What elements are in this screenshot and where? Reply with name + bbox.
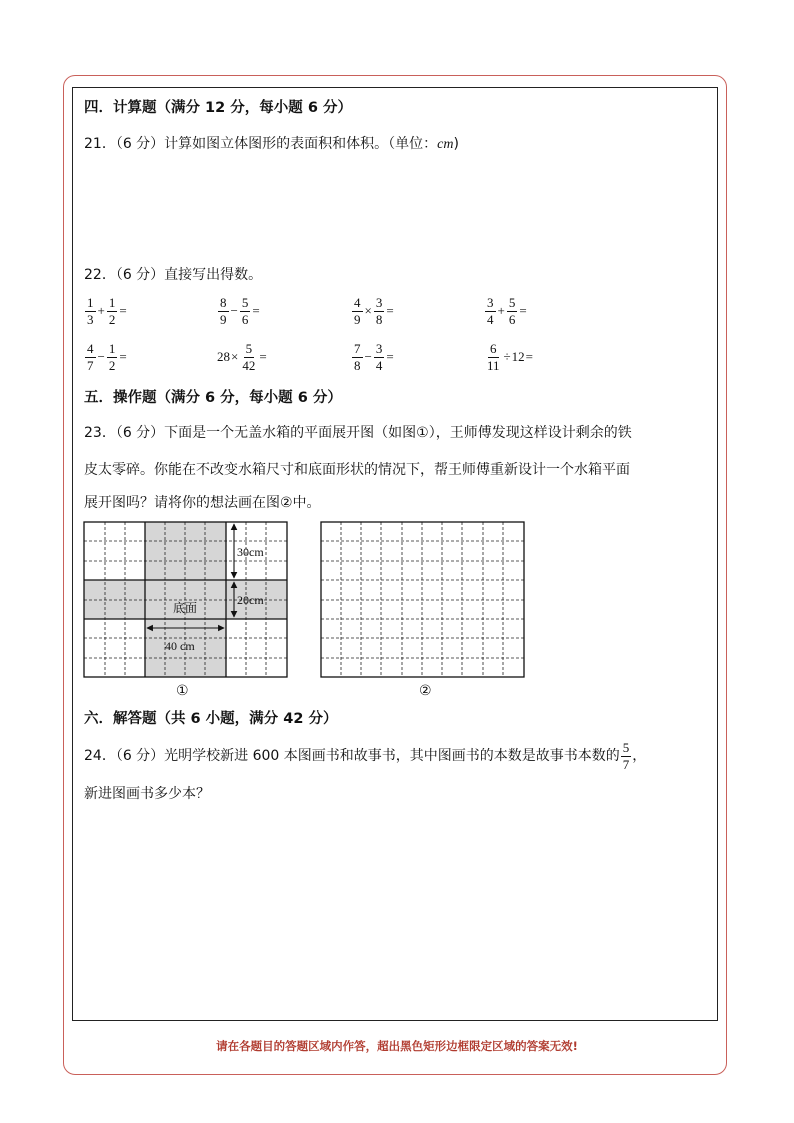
q21-text [84,137,459,152]
fraction: $\frac{3}{8}$ [375,295,383,327]
q22-row1 [0,296,794,336]
footer-notice: 请在各题目的答题区域内作答，超出黑色矩形边框限定区域的答案无效! [216,1039,578,1053]
q21-unit: cm [437,137,454,152]
q22-expr-6: 28 × $\frac{5}{42}$ = [217,341,267,373]
q22-text: 22．（6 分）直接写出得数。 [84,267,263,283]
fraction: $\frac{5}{42}$ [242,341,256,373]
section5-title: 五．操作题（满分 6 分，每小题 6 分） [84,390,342,406]
net-top-face [145,522,226,580]
q24-comma: ， [632,748,647,764]
q24-fraction: $\frac{5}{7}$ [622,739,630,772]
figure2-blank-grid [315,516,531,682]
section6-title: 六．解答题（共 6 小题，满分 42 分） [84,711,338,727]
fraction: $\frac{3}{4}$ [375,341,383,373]
fraction: $\frac{1}{2}$ [108,341,116,373]
label-30cm: 30cm [237,545,264,559]
label-20cm: 20cm [237,593,264,607]
fraction: $\frac{1}{3}$ [87,295,94,327]
q22-expr-5: $\frac{4}{7}$ − $\frac{1}{2}$ = [87,341,127,373]
fraction: $\frac{6}{11}$ [487,341,500,373]
q22-row2 [0,342,794,382]
q23-line3: 展开图吗？请将你的想法画在图②中。 [84,495,321,511]
q22-expr-3: $\frac{4}{9}$ × $\frac{3}{8}$ = [354,295,394,327]
figure2-caption: ② [419,683,432,699]
q22-expr-7: $\frac{7}{8}$ − $\frac{3}{4}$ = [354,341,394,373]
q22-expr-8: $\frac{6}{11}$ ÷ 12 = [487,341,534,373]
q22-expr-4: $\frac{3}{4}$ + $\frac{5}{6}$ = [487,295,527,327]
grid-border [321,522,524,677]
fraction: $\frac{7}{8}$ [354,341,361,373]
label-40cm: 40 cm [165,639,195,653]
section4-title: 四．计算题（满分 12 分，每小题 6 分） [84,100,352,116]
q21-close: ) [453,136,459,152]
q22-expr-2: $\frac{8}{9}$ − $\frac{5}{6}$ = [220,295,260,327]
figure1-caption: ① [176,683,189,699]
fraction: $\frac{1}{2}$ [108,295,116,327]
fraction: $\frac{4}{9}$ [354,295,361,327]
q23-line1: 23．（6 分）下面是一个无盖水箱的平面展开图（如图①），王师傅发现这样设计剩余的铁 [84,425,632,441]
label-base: 底面 [173,601,198,615]
fraction: $\frac{5}{6}$ [508,295,516,327]
q24-stem: 24．（6 分）光明学校新进 600 本图画书和故事书，其中图画书的本数是故事书本数的 [84,748,620,764]
q24-line1 [84,740,646,772]
grid-lines [321,522,524,677]
q24-line2: 新进图画书多少本？ [84,786,210,802]
fraction: $\frac{4}{7}$ [87,341,94,373]
fraction: $\frac{3}{4}$ [487,295,494,327]
q23-line2: 皮太零碎。你能在不改变水箱尺寸和底面形状的情况下，帮王师傅重新设计一个水箱平面 [84,462,630,478]
q22-expr-1: $\frac{1}{3}$ + $\frac{1}{2}$ = [87,295,127,327]
figure1-net-diagram [78,516,294,682]
q21-stem: 21．（6 分）计算如图立体图形的表面积和体积。（单位： [84,136,438,152]
fraction: $\frac{8}{9}$ [220,295,227,327]
fraction: $\frac{5}{6}$ [241,295,249,327]
